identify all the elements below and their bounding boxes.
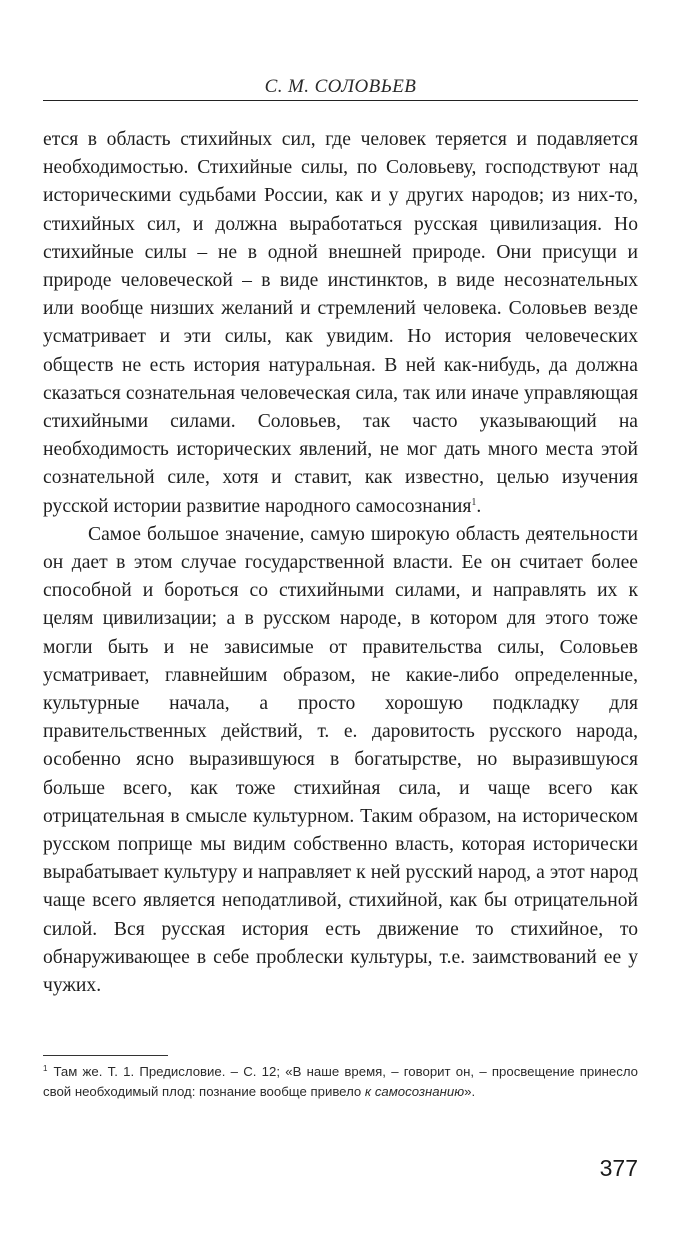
page-number: 377 <box>599 1155 638 1181</box>
running-header <box>43 76 638 101</box>
paragraph-1-end: . <box>476 495 482 517</box>
paragraph-1 <box>43 126 638 521</box>
main-text <box>43 126 638 1000</box>
footnote-text-end: ». <box>464 1083 476 1099</box>
footnote-reference: 1 <box>471 496 477 508</box>
paragraph-2: Самое большое значение, самую широкую область деятельности он дает в этом случае государственной власти. Ее он считает более способной и бороться со стихийными силами, и направлять их к целям цивилизации; а в русском народе, в котором для этого тоже могли быть и не зависимые от правительства силы, Соловьев усматривает, главнейшим образом, не какие-либо определенные, культурные начала, а просто хорошую подкладку для правительственных действий, т. е. даровитость русского народа, особенно ясно выразившуюся в богатырстве, но выразившуюся больше всего, как тоже стихийная сила, и чаще всего как отрицательная в смысле культурном. Таким образом, на историческом русском поприще мы видим собственно власть, которая исторически вырабатывает культуру и направляет к ней русский народ, а этот народ чаще всего является неподатливой, стихийной, как бы отрицательной силой. Вся русская история есть движение то стихийное, то обнаруживающее в себе проблески культуры, т.е. заимствований ее у чужих. <box>43 523 638 997</box>
footnote-divider <box>43 1055 168 1056</box>
running-title: С. М. СОЛОВЬЕВ <box>264 76 417 97</box>
paragraph-1-text: ется в область стихийных сил, где человек теряется и подавляется необходимостью. Стихийные силы, по Соловьеву, господствуют над историческими судьбами России, как и у других народов; из них-то, стихийных сил, и должна выработаться русская цивилизация. Но стихийные силы – не в одной внешней природе. Они присущи и природе человеческой – в виде инстинктов, в виде несознательных или вообще низших желаний и стремлений человека. Соловьев везде усматривает и эти силы, как увидим. Но история человеческих обществ не есть история натуральная. В ней как-нибудь, да должна сказаться сознательная человеческая сила, так или иначе управляющая стихийными силами. Соловьев, так часто указывающий на необходимость исторических явлений, не мог дать много места этой сознательной силе, хотя и ставит, как известно, целью изучения русской истории развитие народного самосознания <box>43 129 638 517</box>
footnote-mark: 1 <box>43 1064 48 1073</box>
footnote-italic-text: к самосознанию <box>364 1083 465 1099</box>
footnote-text: Там же. Т. 1. Предисловие. – С. 12; «В наше время, – говорит он, – просвещение принесло свой необходимый плод: познание вообще привело <box>43 1064 638 1099</box>
footnote <box>43 1062 638 1101</box>
